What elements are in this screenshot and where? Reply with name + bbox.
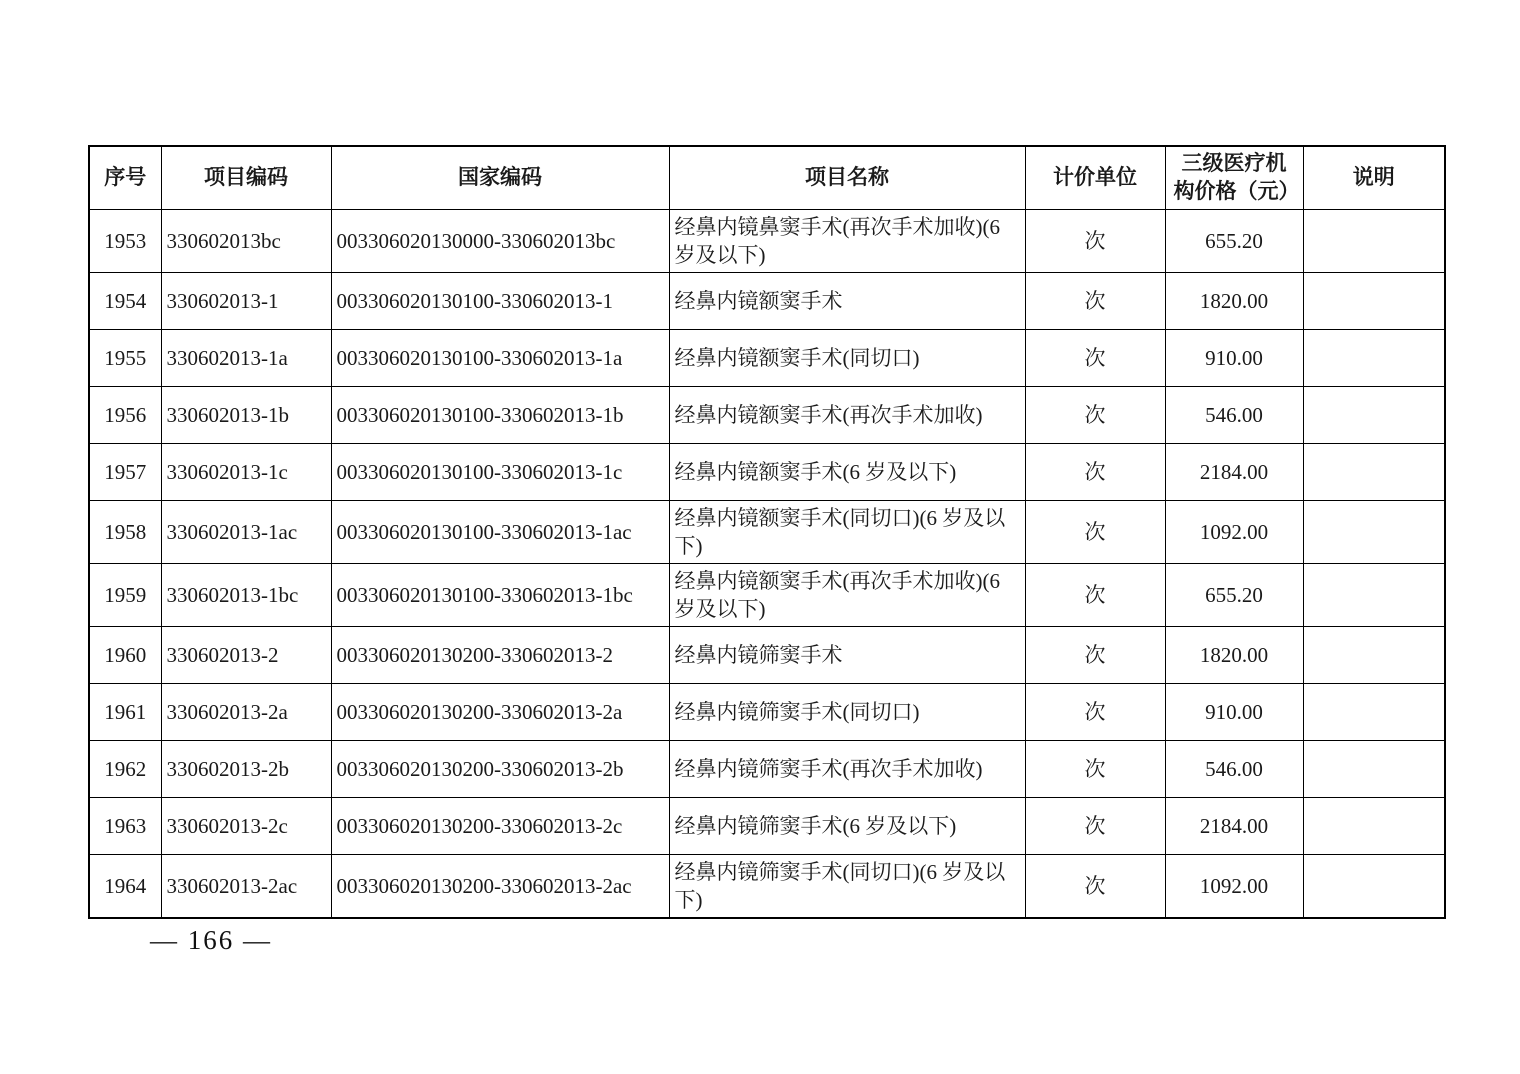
cell-national-code: 003306020130200-330602013-2ac	[331, 855, 669, 919]
cell-seq: 1954	[89, 273, 161, 330]
cell-name: 经鼻内镜额窦手术(再次手术加收)(6 岁及以下)	[669, 564, 1025, 627]
cell-code: 330602013-1ac	[161, 501, 331, 564]
table-row	[89, 273, 1445, 330]
page-number: — 166 —	[150, 925, 272, 955]
header-national-code: 国家编码	[331, 146, 669, 210]
table-row	[89, 501, 1445, 564]
table-row	[89, 684, 1445, 741]
cell-code: 330602013-2b	[161, 741, 331, 798]
cell-unit: 次	[1025, 564, 1165, 627]
table-row	[89, 855, 1445, 919]
cell-national-code: 003306020130000-330602013bc	[331, 210, 669, 273]
table-row	[89, 387, 1445, 444]
cell-code: 330602013-2	[161, 627, 331, 684]
cell-code: 330602013bc	[161, 210, 331, 273]
cell-price: 546.00	[1165, 741, 1303, 798]
cell-name: 经鼻内镜筛窦手术(6 岁及以下)	[669, 798, 1025, 855]
cell-note	[1303, 501, 1445, 564]
cell-national-code: 003306020130200-330602013-2	[331, 627, 669, 684]
header-name: 项目名称	[669, 146, 1025, 210]
cell-note	[1303, 684, 1445, 741]
cell-code: 330602013-2c	[161, 798, 331, 855]
cell-national-code: 003306020130100-330602013-1	[331, 273, 669, 330]
cell-price: 910.00	[1165, 684, 1303, 741]
cell-name: 经鼻内镜筛窦手术(同切口)	[669, 684, 1025, 741]
header-code: 项目编码	[161, 146, 331, 210]
cell-national-code: 003306020130100-330602013-1ac	[331, 501, 669, 564]
cell-unit: 次	[1025, 627, 1165, 684]
cell-note	[1303, 444, 1445, 501]
cell-code: 330602013-1b	[161, 387, 331, 444]
cell-national-code: 003306020130100-330602013-1bc	[331, 564, 669, 627]
cell-seq: 1960	[89, 627, 161, 684]
cell-name: 经鼻内镜额窦手术(6 岁及以下)	[669, 444, 1025, 501]
cell-seq: 1961	[89, 684, 161, 741]
cell-seq: 1958	[89, 501, 161, 564]
table-row	[89, 798, 1445, 855]
cell-name: 经鼻内镜筛窦手术	[669, 627, 1025, 684]
cell-code: 330602013-2ac	[161, 855, 331, 919]
header-note: 说明	[1303, 146, 1445, 210]
cell-price: 910.00	[1165, 330, 1303, 387]
cell-note	[1303, 627, 1445, 684]
cell-code: 330602013-1c	[161, 444, 331, 501]
cell-name: 经鼻内镜额窦手术(同切口)	[669, 330, 1025, 387]
cell-unit: 次	[1025, 387, 1165, 444]
cell-price: 1092.00	[1165, 855, 1303, 919]
cell-price: 1820.00	[1165, 273, 1303, 330]
cell-price: 655.20	[1165, 210, 1303, 273]
cell-price: 2184.00	[1165, 444, 1303, 501]
cell-name: 经鼻内镜筛窦手术(同切口)(6 岁及以下)	[669, 855, 1025, 919]
cell-name: 经鼻内镜筛窦手术(再次手术加收)	[669, 741, 1025, 798]
cell-seq: 1957	[89, 444, 161, 501]
cell-name: 经鼻内镜额窦手术(同切口)(6 岁及以下)	[669, 501, 1025, 564]
cell-national-code: 003306020130100-330602013-1b	[331, 387, 669, 444]
cell-note	[1303, 330, 1445, 387]
cell-national-code: 003306020130200-330602013-2b	[331, 741, 669, 798]
cell-seq: 1964	[89, 855, 161, 919]
header-price: 三级医疗机构价格（元）	[1165, 146, 1303, 210]
cell-name: 经鼻内镜额窦手术(再次手术加收)	[669, 387, 1025, 444]
cell-national-code: 003306020130200-330602013-2a	[331, 684, 669, 741]
table-row	[89, 741, 1445, 798]
cell-unit: 次	[1025, 273, 1165, 330]
table-row	[89, 210, 1445, 273]
cell-unit: 次	[1025, 855, 1165, 919]
cell-price: 546.00	[1165, 387, 1303, 444]
cell-note	[1303, 855, 1445, 919]
pricing-table	[88, 145, 1446, 919]
header-unit: 计价单位	[1025, 146, 1165, 210]
cell-unit: 次	[1025, 330, 1165, 387]
cell-price: 655.20	[1165, 564, 1303, 627]
table-header-row	[89, 146, 1445, 210]
table-row	[89, 444, 1445, 501]
cell-note	[1303, 273, 1445, 330]
cell-note	[1303, 210, 1445, 273]
cell-code: 330602013-1bc	[161, 564, 331, 627]
cell-unit: 次	[1025, 741, 1165, 798]
cell-note	[1303, 741, 1445, 798]
cell-name: 经鼻内镜额窦手术	[669, 273, 1025, 330]
cell-price: 2184.00	[1165, 798, 1303, 855]
cell-seq: 1956	[89, 387, 161, 444]
cell-unit: 次	[1025, 684, 1165, 741]
cell-seq: 1963	[89, 798, 161, 855]
cell-unit: 次	[1025, 501, 1165, 564]
header-seq: 序号	[89, 146, 161, 210]
cell-seq: 1959	[89, 564, 161, 627]
table-row	[89, 330, 1445, 387]
cell-unit: 次	[1025, 210, 1165, 273]
cell-code: 330602013-2a	[161, 684, 331, 741]
cell-code: 330602013-1	[161, 273, 331, 330]
cell-national-code: 003306020130100-330602013-1a	[331, 330, 669, 387]
table-row	[89, 564, 1445, 627]
cell-seq: 1955	[89, 330, 161, 387]
cell-note	[1303, 564, 1445, 627]
cell-price: 1820.00	[1165, 627, 1303, 684]
table-row	[89, 627, 1445, 684]
cell-seq: 1962	[89, 741, 161, 798]
cell-seq: 1953	[89, 210, 161, 273]
cell-name: 经鼻内镜鼻窦手术(再次手术加收)(6 岁及以下)	[669, 210, 1025, 273]
cell-unit: 次	[1025, 444, 1165, 501]
cell-national-code: 003306020130100-330602013-1c	[331, 444, 669, 501]
cell-unit: 次	[1025, 798, 1165, 855]
cell-note	[1303, 798, 1445, 855]
cell-national-code: 003306020130200-330602013-2c	[331, 798, 669, 855]
cell-price: 1092.00	[1165, 501, 1303, 564]
cell-code: 330602013-1a	[161, 330, 331, 387]
cell-note	[1303, 387, 1445, 444]
